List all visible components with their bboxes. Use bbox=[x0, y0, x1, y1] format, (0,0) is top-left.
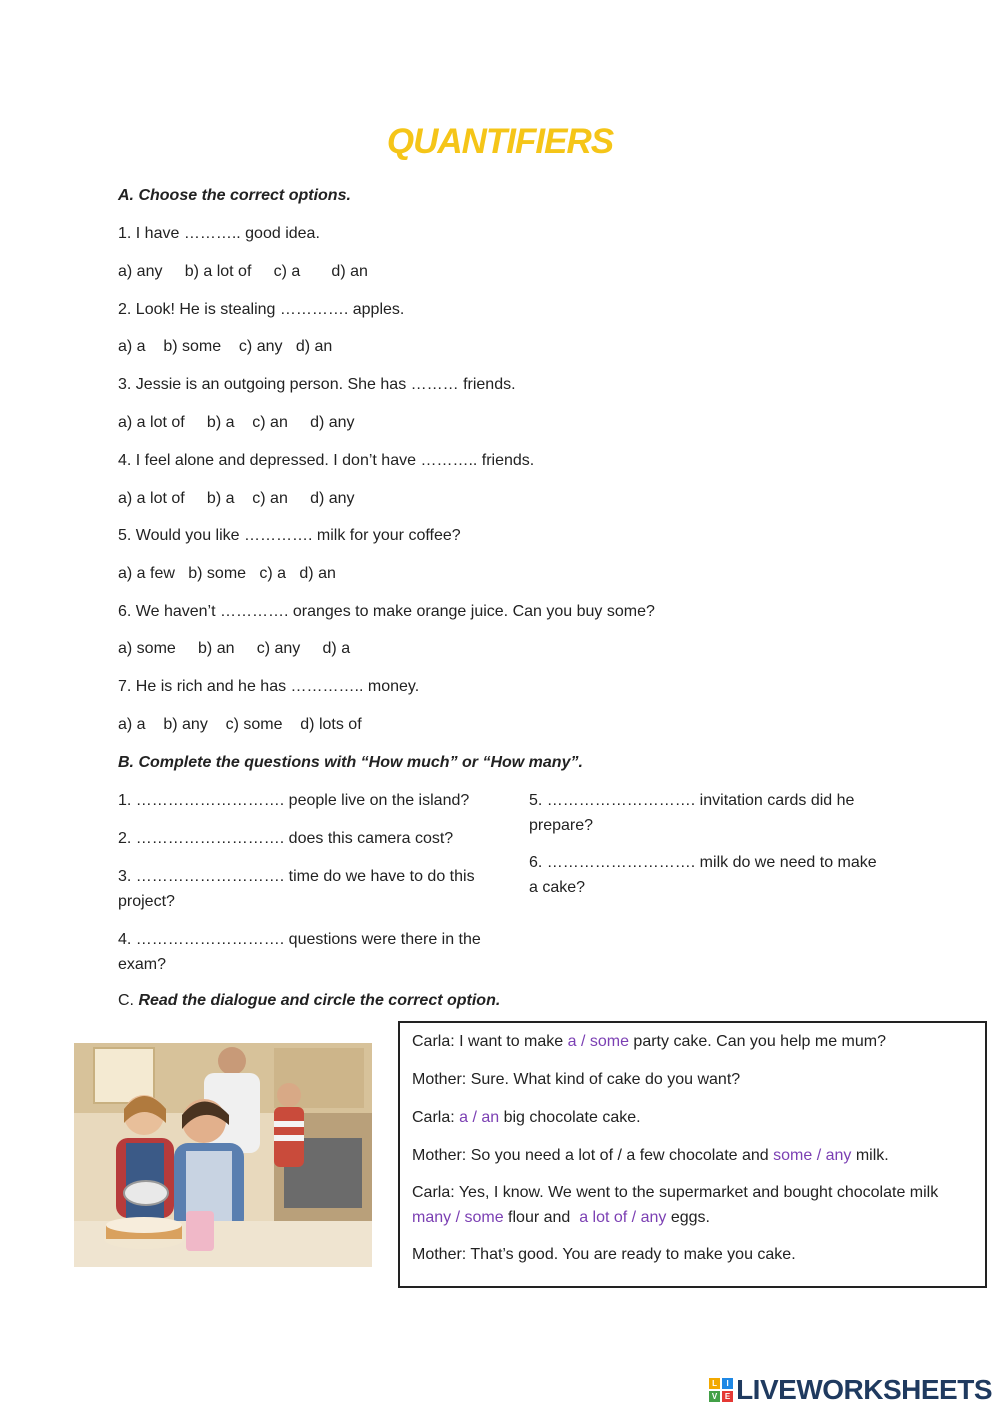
dialogue-line-4 bbox=[412, 1143, 982, 1168]
section-c-title: Read the dialogue and circle the correct option. bbox=[138, 992, 501, 1009]
question-2: 2. Look! He is stealing …………. apples. bbox=[118, 301, 405, 318]
question-3: 3. Jessie is an outgoing person. She has ……… friends. bbox=[118, 376, 516, 393]
options-7: a) a b) any c) some d) lots of bbox=[118, 716, 362, 733]
baking-photo bbox=[74, 1043, 372, 1267]
option-choice[interactable]: a / some bbox=[567, 1033, 629, 1050]
section-c-prefix: C. bbox=[118, 992, 139, 1009]
logo-letter: I bbox=[722, 1378, 733, 1389]
liveworksheets-logo-icon bbox=[709, 1378, 733, 1402]
question-1: 1. I have ……….. good idea. bbox=[118, 225, 320, 242]
question-4: 4. I feel alone and depressed. I don’t have ……….. friends. bbox=[118, 452, 535, 469]
logo-letter: V bbox=[709, 1391, 720, 1402]
dialogue-line-7: Mother: That’s good. You are ready to make you cake. bbox=[412, 1246, 796, 1263]
dialogue-text: big chocolate cake. bbox=[499, 1109, 641, 1126]
dialogue-text: milk. bbox=[851, 1147, 889, 1164]
logo-letter: E bbox=[722, 1391, 733, 1402]
option-choice[interactable]: a lot of / any bbox=[579, 1209, 667, 1226]
dialogue-box bbox=[398, 1021, 987, 1288]
dialogue-text: Carla: I want to make bbox=[412, 1033, 568, 1050]
options-4: a) a lot of b) a c) an d) any bbox=[118, 490, 355, 507]
options-2: a) a b) some c) any d) an bbox=[118, 338, 333, 355]
section-b-heading: B. Complete the questions with “How much” or “How many”. bbox=[118, 754, 583, 771]
brand-name: LIVEWORKSHEETS bbox=[736, 1374, 992, 1405]
option-choice[interactable]: some / any bbox=[773, 1147, 852, 1164]
section-a-heading: A. Choose the correct options. bbox=[118, 187, 351, 204]
section-c-heading bbox=[118, 992, 500, 1010]
options-6: a) some b) an c) any d) a bbox=[118, 640, 351, 657]
option-choice[interactable]: a / an bbox=[459, 1109, 500, 1126]
b-question-4: 4. ………………………. questions were there in the exam? bbox=[118, 931, 481, 973]
logo-letter: L bbox=[709, 1378, 720, 1389]
options-3: a) a lot of b) a c) an d) any bbox=[118, 414, 355, 431]
b-question-2: 2. ………………………. does this camera cost? bbox=[118, 830, 454, 847]
dialogue-text: flour and bbox=[503, 1209, 580, 1226]
b-question-6: 6. ………………………. milk do we need to make a cake? bbox=[529, 854, 877, 896]
b-question-5: 5. ………………………. invitation cards did he prepare? bbox=[529, 792, 855, 834]
dialogue-text: eggs. bbox=[666, 1209, 710, 1226]
dialogue-line-3 bbox=[412, 1105, 982, 1130]
b-question-1: 1. ………………………. people live on the island? bbox=[118, 792, 470, 809]
question-5: 5. Would you like …………. milk for your coffee? bbox=[118, 527, 461, 544]
dialogue-line-1 bbox=[412, 1029, 982, 1054]
dialogue-text: Carla: bbox=[412, 1109, 460, 1126]
question-7: 7. He is rich and he has ………….. money. bbox=[118, 678, 420, 695]
liveworksheets-brand bbox=[709, 1374, 992, 1406]
question-6: 6. We haven’t …………. oranges to make orange juice. Can you buy some? bbox=[118, 603, 655, 620]
dialogue-line-6 bbox=[412, 1205, 982, 1230]
page-title: QUANTIFIERS bbox=[386, 122, 614, 161]
dialogue-line-5: Carla: Yes, I know. We went to the supermarket and bought chocolate milk bbox=[412, 1184, 939, 1201]
dialogue-text: Mother: So you need a lot of / a few chocolate and bbox=[412, 1147, 774, 1164]
options-1: a) any b) a lot of c) a d) an bbox=[118, 263, 368, 280]
options-5: a) a few b) some c) a d) an bbox=[118, 565, 336, 582]
b-question-3: 3. ………………………. time do we have to do this project? bbox=[118, 868, 475, 910]
baking-photo-illustration bbox=[74, 1043, 372, 1267]
dialogue-line-2: Mother: Sure. What kind of cake do you want? bbox=[412, 1071, 741, 1088]
dialogue-text: party cake. Can you help me mum? bbox=[628, 1033, 886, 1050]
option-choice[interactable]: many / some bbox=[412, 1209, 504, 1226]
